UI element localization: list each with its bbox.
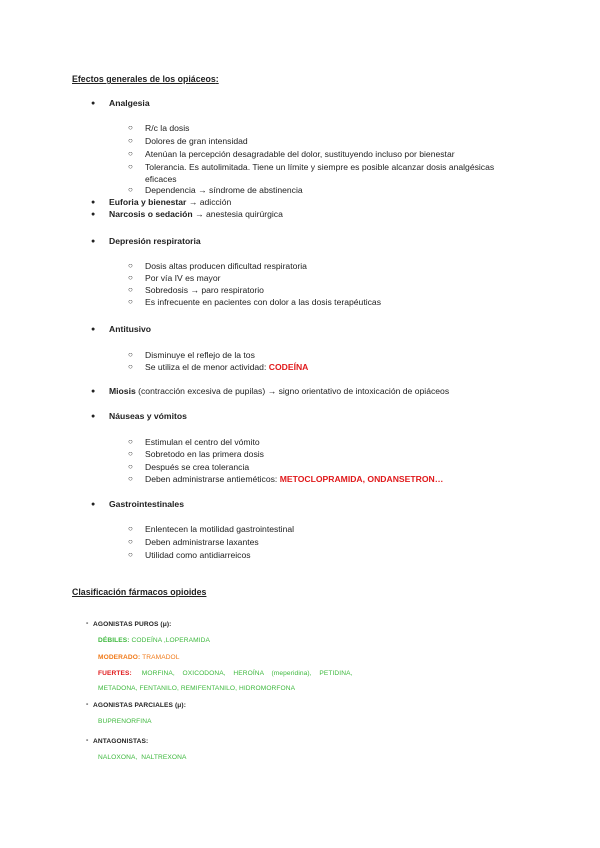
bullet-icon: ● (91, 211, 96, 218)
row-fuertes: FUERTES: MORFINA, OXICODONA, HEROÍNA (meperidina), PETIDINA, (98, 670, 353, 677)
list-item: Dolores de gran intensidad (145, 136, 248, 146)
bullet-icon: ● (91, 501, 96, 508)
list-item-continuation: eficaces (145, 174, 177, 184)
highlight-antiemeticos: METOCLOPRAMIDA, ONDANSETRON… (279, 474, 444, 484)
circle-bullet-icon: ○ (128, 537, 133, 546)
section-title-clasificacion: Clasificación fármacos opioides (72, 587, 207, 597)
circle-bullet-icon: ○ (128, 273, 133, 282)
circle-bullet-icon: ○ (128, 149, 133, 158)
row-parciales-drugs: BUPRENORFINA (98, 718, 152, 725)
circle-bullet-icon: ○ (128, 362, 133, 371)
row-antagonistas-drugs: NALOXONA, NALTREXONA (98, 754, 187, 761)
list-item: Deben administrarse laxantes (145, 537, 259, 547)
heading-agonistas-parciales: AGONISTAS PARCIALES (μ): (93, 702, 187, 709)
item-narcosis: Narcosis o sedación → anestesia quirúrgica (109, 209, 283, 219)
bullet-icon: ● (91, 199, 96, 206)
highlight-codeina: CODEÍNA (268, 362, 309, 372)
list-item: Utilidad como antidiarreicos (145, 550, 251, 560)
list-item: Es infrecuente en pacientes con dolor a las dosis terapéuticas (145, 297, 381, 307)
dash-icon: - (86, 737, 89, 744)
dash-icon: - (86, 620, 89, 627)
circle-bullet-icon: ○ (128, 474, 133, 483)
list-item: Después se crea tolerancia (145, 462, 250, 472)
circle-bullet-icon: ○ (128, 185, 133, 194)
circle-bullet-icon: ○ (128, 550, 133, 559)
circle-bullet-icon: ○ (128, 261, 133, 270)
circle-bullet-icon: ○ (128, 524, 133, 533)
bullet-icon: ● (91, 388, 96, 395)
heading-analgesia: Analgesia (109, 98, 150, 108)
row-moderado: MODERADO: TRAMADOL (98, 654, 180, 661)
item-miosis: Miosis (contracción excesiva de pupilas) → signo orientativo de intoxicación de opiáceos (109, 386, 450, 396)
circle-bullet-icon: ○ (128, 162, 133, 171)
heading-agonistas-puros: AGONISTAS PUROS (μ): (93, 621, 172, 628)
circle-bullet-icon: ○ (128, 350, 133, 359)
list-item: Disminuye el reflejo de la tos (145, 350, 255, 360)
list-item: Tolerancia. Es autolimitada. Tiene un límite y siempre es posible alcanzar dosis analgésicas (145, 162, 495, 172)
circle-bullet-icon: ○ (128, 123, 133, 132)
bullet-icon: ● (91, 238, 96, 245)
dash-icon: - (86, 701, 89, 708)
heading-nauseas: Náuseas y vómitos (109, 411, 187, 421)
circle-bullet-icon: ○ (128, 136, 133, 145)
bullet-icon: ● (91, 413, 96, 420)
circle-bullet-icon: ○ (128, 462, 133, 471)
item-euforia: Euforia y bienestar → adicción (109, 197, 232, 207)
heading-antitusivo: Antitusivo (109, 324, 152, 334)
list-item: Atenúan la percepción desagradable del dolor, sustituyendo incluso por bienestar (145, 149, 455, 159)
list-item: Sobredosis → paro respiratorio (145, 285, 264, 295)
list-item: Se utiliza el de menor actividad: CODEÍNA (145, 362, 309, 372)
circle-bullet-icon: ○ (128, 285, 133, 294)
list-item: Sobretodo en las primera dosis (145, 449, 264, 459)
circle-bullet-icon: ○ (128, 437, 133, 446)
row-fuertes-continuation: METADONA, FENTANILO, REMIFENTANILO, HIDROMORFONA (98, 685, 296, 692)
list-item: R/c la dosis (145, 123, 190, 133)
circle-bullet-icon: ○ (128, 449, 133, 458)
list-item: Deben administrarse antieméticos: METOCLOPRAMIDA, ONDANSETRON… (145, 474, 444, 484)
bullet-icon: ● (91, 326, 96, 333)
list-item: Dependencia → síndrome de abstinencia (145, 185, 303, 195)
heading-gastro: Gastrointestinales (109, 499, 184, 509)
list-item: Dosis altas producen dificultad respiratoria (145, 261, 307, 271)
bullet-icon: ● (91, 100, 96, 107)
row-debiles: DÉBILES: CODEÍNA ,LOPERAMIDA (98, 637, 210, 644)
heading-depresion: Depresión respiratoria (109, 236, 201, 246)
list-item: Enlentecen la motilidad gastrointestinal (145, 524, 295, 534)
list-item: Por vía IV es mayor (145, 273, 221, 283)
list-item: Estimulan el centro del vómito (145, 437, 260, 447)
heading-antagonistas: ANTAGONISTAS: (93, 738, 149, 745)
section-title-efectos: Efectos generales de los opiáceos: (72, 74, 219, 84)
circle-bullet-icon: ○ (128, 297, 133, 306)
